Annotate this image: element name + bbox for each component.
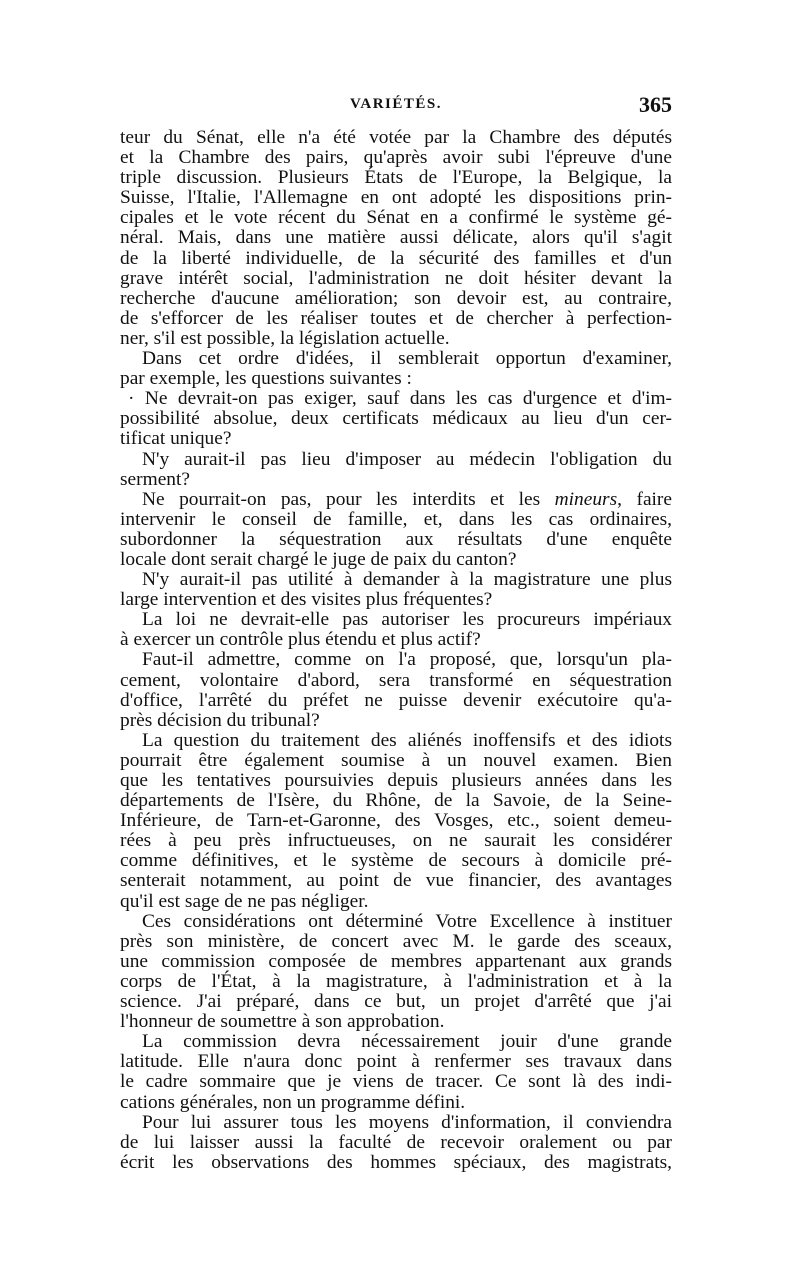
text-line: intervenir le conseil de famille, et, dans les cas ordinaires, xyxy=(120,508,672,530)
text-line: Pour lui assurer tous les moyens d'information, il conviendra xyxy=(142,1111,672,1133)
text-line: possibilité absolue, deux certificats médicaux au lieu d'un cer- xyxy=(120,408,672,430)
text-line: Ces considérations ont déterminé Votre Excellence à instituer xyxy=(142,910,672,932)
text-line: par exemple, les questions suivantes : xyxy=(120,368,412,390)
text-line: près son ministère, de concert avec M. le garde des sceaux, xyxy=(120,930,672,952)
text-line: senterait notamment, au point de vue financier, des avantages xyxy=(120,870,672,892)
text-line: N'y aurait-il pas lieu d'imposer au médecin l'obligation du xyxy=(142,448,672,470)
text-line: cipales et le vote récent du Sénat en a confirmé le système gé- xyxy=(120,207,672,229)
text-line: Suisse, l'Italie, l'Allemagne en ont adopté les dispositions prin- xyxy=(120,187,672,209)
text-line: de lui laisser aussi la faculté de recevoir oralement ou par xyxy=(120,1131,672,1153)
text-line: écrit les observations des hommes spéciaux, des magistrats, xyxy=(120,1151,672,1173)
text-line: locale dont serait chargé le juge de paix du canton? xyxy=(120,548,517,570)
text-line: comme définitives, et le système de secours à domicile pré- xyxy=(120,850,672,872)
text-line: Faut-il admettre, comme on l'a proposé, que, lorsqu'un pla- xyxy=(142,649,672,671)
text-line: de s'efforcer de les réaliser toutes et de chercher à perfection- xyxy=(120,307,672,329)
text-line: Ne pourrait-on pas, pour les interdits et les mineurs, faire xyxy=(142,488,672,510)
text-line: de la liberté individuelle, de la sécurité des familles et d'un xyxy=(120,247,672,269)
text-line: · Ne devrait-on pas exiger, sauf dans les cas d'urgence et d'im- xyxy=(128,388,672,410)
text-line: d'office, l'arrêté du préfet ne puisse devenir exécutoire qu'a- xyxy=(120,689,672,711)
text-line: corps de l'État, à la magistrature, à l'administration et à la xyxy=(120,970,672,992)
text-line: ner, s'il est possible, la législation actuelle. xyxy=(120,327,450,349)
text-line: subordonner la séquestration aux résultats d'une enquête xyxy=(120,528,672,550)
text-line: que les tentatives poursuivies depuis plusieurs années dans les xyxy=(120,770,672,791)
text-line: le cadre sommaire que je viens de tracer. Ce sont là des indi- xyxy=(120,1071,672,1093)
running-title: VARIÉTÉS. xyxy=(349,96,442,112)
text-line: teur du Sénat, elle n'a été votée par la Chambre des députés xyxy=(120,127,672,148)
text-line: science. J'ai préparé, dans ce but, un projet d'arrêté que j'ai xyxy=(120,991,672,1013)
text-line: départements de l'Isère, du Rhône, de la Savoie, de la Seine- xyxy=(120,790,672,812)
text-line: La commission devra nécessairement jouir d'une grande xyxy=(142,1031,672,1053)
text-line: qu'il est sage de ne pas négliger. xyxy=(120,890,369,912)
page-number: 365 xyxy=(639,92,672,117)
text-line: l'honneur de soumettre à son approbation. xyxy=(120,1011,445,1033)
text-line: et la Chambre des pairs, qu'après avoir subi l'épreuve d'une xyxy=(120,147,672,169)
text-line: près décision du tribunal? xyxy=(120,709,320,731)
text-line: rées à peu près infructueuses, on ne saurait les considérer xyxy=(120,830,672,852)
text-line: La question du traitement des aliénés inoffensifs et des idiots xyxy=(142,729,672,751)
body-text xyxy=(120,128,672,1173)
text-line: une commission composée de membres appartenant aux grands xyxy=(120,950,672,972)
text-line: Dans cet ordre d'idées, il semblerait opportun d'examiner, xyxy=(142,348,672,370)
text-line: La loi ne devrait-elle pas autoriser les procureurs impériaux xyxy=(142,609,672,631)
page-header xyxy=(120,92,672,120)
text-line: large intervention et des visites plus fréquentes? xyxy=(120,589,493,611)
text-line: latitude. Elle n'aura donc point à renfermer ses travaux dans xyxy=(120,1051,672,1073)
text-line: recherche d'aucune amélioration; son devoir est, au contraire, xyxy=(120,287,672,309)
text-line: tificat unique? xyxy=(120,428,232,450)
text-line: Inférieure, de Tarn-et-Garonne, des Vosges, etc., soient demeu- xyxy=(120,810,672,832)
text-line: cement, volontaire d'abord, sera transformé en séquestration xyxy=(120,669,672,691)
text-line: cations générales, non un programme défini. xyxy=(120,1091,466,1113)
text-line: à exercer un contrôle plus étendu et plus actif? xyxy=(120,629,481,651)
text-line: grave intérêt social, l'administration ne doit hésiter devant la xyxy=(120,267,672,289)
text-line: triple discussion. Plusieurs États de l'Europe, la Belgique, la xyxy=(120,167,672,189)
text-line: néral. Mais, dans une matière aussi délicate, alors qu'il s'agit xyxy=(120,227,672,249)
text-line: pourrait être également soumise à un nouvel examen. Bien xyxy=(120,749,672,771)
text-line: N'y aurait-il pas utilité à demander à la magistrature une plus xyxy=(142,569,672,591)
text-line: serment? xyxy=(120,468,190,490)
